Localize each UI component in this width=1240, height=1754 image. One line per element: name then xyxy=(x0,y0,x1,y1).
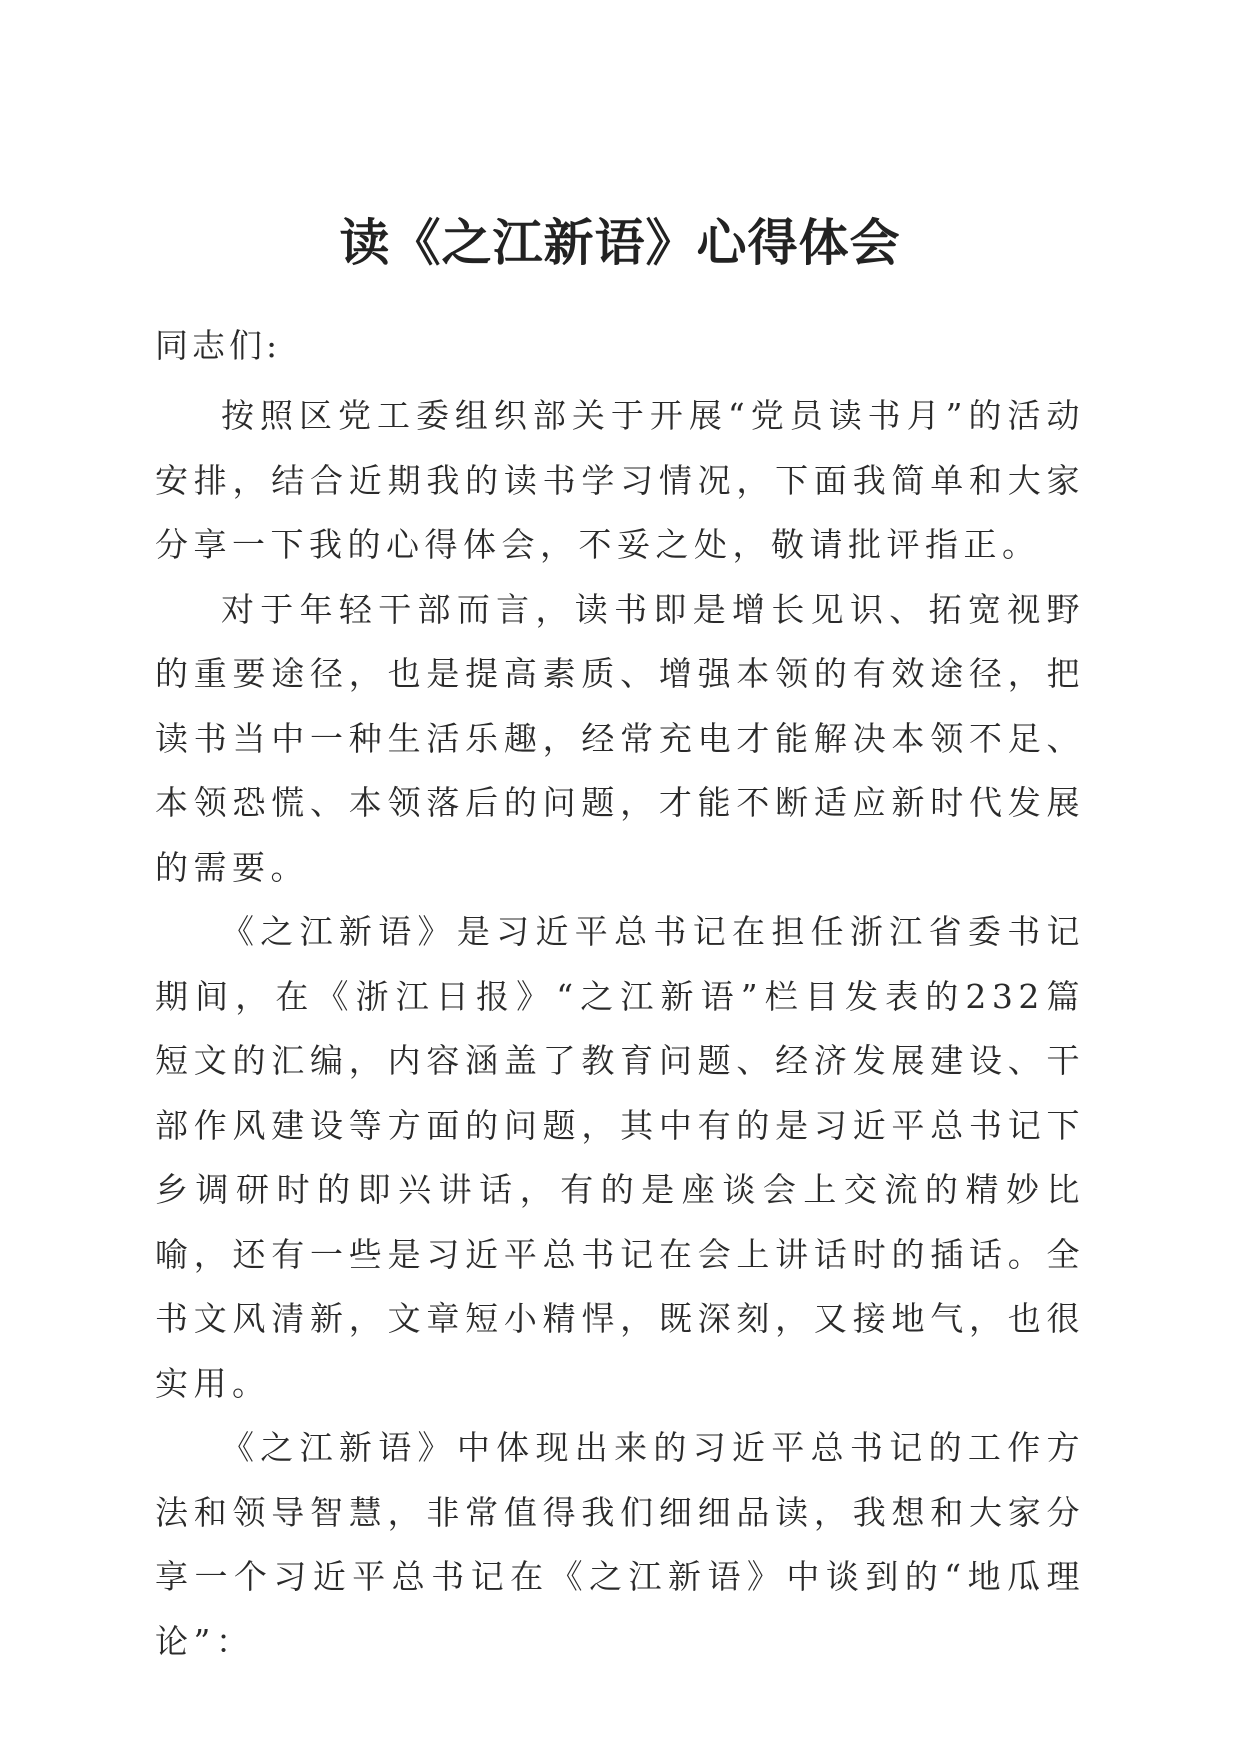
salutation: 同志们: xyxy=(155,326,282,365)
paragraph-2: 对于年轻干部而言，读书即是增长见识、拓宽视野的重要途径，也是提高素质、增强本领的有效途径，把读书当中一种生活乐趣，经常充电才能解决本领不足、本领恐慌、本领落后的问题，才能不断适应新时代发展的需要。 xyxy=(155,589,1085,887)
paragraph-1: 按照区党工委组织部关于开展“党员读书月”的活动安排，结合近期我的读书学习情况，下面我简单和大家分享一下我的心得体会，不妥之处，敬请批评指正。 xyxy=(155,396,1085,564)
document-title: 读《之江新语》心得体会 xyxy=(339,213,901,272)
paragraph-3: 《之江新语》是习近平总书记在担任浙江省委书记期间，在《浙江日报》“之江新语”栏目发表的232篇短文的汇编，内容涵盖了教育问题、经济发展建设、干部作风建设等方面的问题，其中有的是习近平总书记下乡调研时的即兴讲话，有的是座谈会上交流的精妙比喻，还有一些是习近平总书记在会上讲话时的插话。全书文风清新，文章短小精悍，既深刻，又接地气，也很实用。 xyxy=(155,912,1085,1403)
paragraph-4: 《之江新语》中体现出来的习近平总书记的工作方法和领导智慧，非常值得我们细细品读，我想和大家分享一个习近平总书记在《之江新语》中谈到的“地瓜理论”： xyxy=(155,1428,1085,1661)
document-body xyxy=(155,384,1085,1674)
